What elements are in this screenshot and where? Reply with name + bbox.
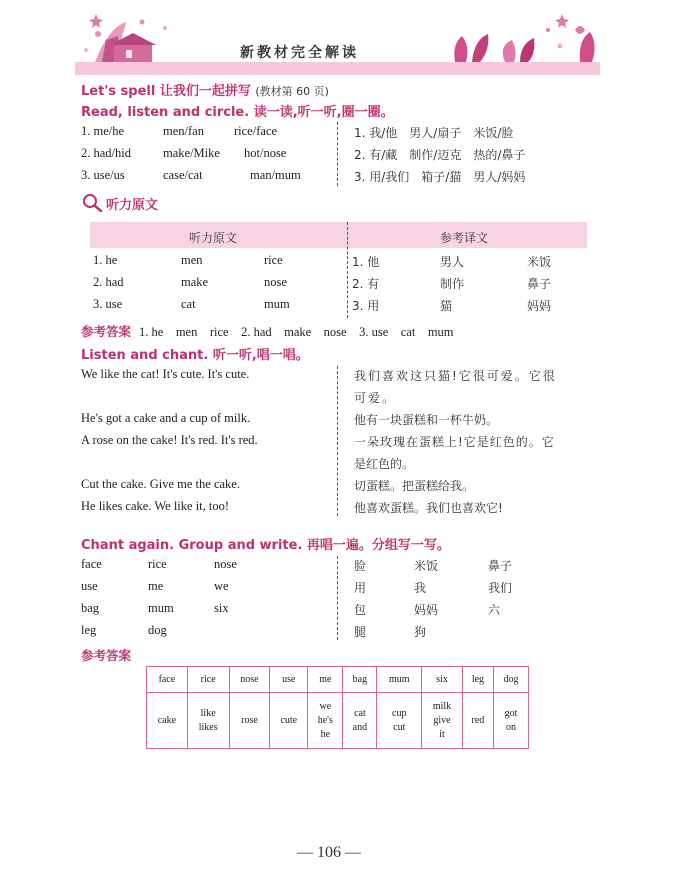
- answer-header-cell: use: [270, 667, 308, 693]
- group-word: nose: [214, 557, 237, 571]
- group-word: six: [214, 601, 229, 615]
- translation-cell: 1. 他: [352, 255, 380, 269]
- group-word: rice: [148, 557, 167, 571]
- translation-cell: 制作: [440, 277, 465, 291]
- spell-item: rice/face: [234, 124, 278, 138]
- spell-item: man/mum: [250, 168, 301, 182]
- answer-word: got: [504, 707, 518, 719]
- script-cell: make: [181, 275, 209, 289]
- answer-cell: [462, 693, 493, 749]
- chant-english: He's got a cake and a cup of milk.: [81, 411, 251, 425]
- spell-item: 2. had/hid: [81, 146, 131, 160]
- chant-chinese-cont: 可爱。: [354, 391, 397, 405]
- spell-item: 3. use/us: [81, 168, 125, 182]
- answer-word: like: [200, 707, 216, 719]
- answer-cell: [229, 693, 270, 749]
- answer-header-cell: face: [147, 667, 188, 693]
- answer-word: likes: [198, 721, 218, 733]
- group-divider: [337, 556, 338, 640]
- script-cell: 2. had: [93, 275, 124, 289]
- answer-cell: [343, 693, 377, 749]
- chant-english: We like the cat! It's cute. It's cute.: [81, 367, 250, 381]
- group-word: leg: [81, 623, 97, 637]
- answer-header-cell: mum: [377, 667, 422, 693]
- group-zh: 米饭: [414, 559, 439, 573]
- answer-word: rose: [241, 714, 258, 726]
- spell-item: 1. me/he: [81, 124, 125, 138]
- column-divider: [337, 122, 338, 186]
- answer-header-cell: nose: [229, 667, 270, 693]
- chant-chinese: 一朵玫瑰在蛋糕上!它是红色的。它: [354, 435, 555, 449]
- answer-cell: [270, 693, 308, 749]
- listening-table-divider: [347, 222, 348, 318]
- spell-item: hot/nose: [244, 146, 287, 160]
- group-word: face: [81, 557, 102, 571]
- read-listen-circle-title: Read, listen and circle. 读一读,听一听,圈一圈。: [81, 105, 394, 120]
- magnifier-icon: [82, 193, 104, 213]
- group-write-title: Chant again. Group and write. 再唱一遍。分组写一写。: [81, 538, 450, 553]
- answer-word: give: [433, 714, 451, 726]
- answer-word: cute: [280, 714, 298, 726]
- translation-cell: 妈妈: [527, 299, 552, 313]
- group-zh: 我们: [488, 581, 513, 595]
- answer-word: cut: [393, 721, 406, 733]
- listening-table-header: [90, 222, 587, 248]
- answer-cell: [493, 693, 528, 749]
- header-title: 新教材完全解读: [240, 45, 359, 61]
- answer-word: we: [319, 700, 332, 712]
- translation-cell: 男人: [440, 255, 465, 269]
- header-script: 听力原文: [189, 231, 238, 245]
- answer-word: it: [439, 728, 445, 740]
- group-word: mum: [148, 601, 174, 615]
- group-zh: 鼻子: [488, 559, 513, 573]
- section-title-text: Let's spell 让我们一起拼写: [81, 84, 251, 99]
- answer-word: cup: [392, 707, 407, 719]
- spell-translation: 3. 用/我们 箱子/猫 男人/妈妈: [354, 170, 526, 184]
- script-cell: men: [181, 253, 203, 267]
- spell-item: make/Mike: [163, 146, 220, 160]
- answer-cell: [377, 693, 422, 749]
- chant-english: Cut the cake. Give me the cake.: [81, 477, 240, 491]
- answer-table-header: [147, 667, 529, 693]
- answer-table: [146, 666, 529, 749]
- answer-line: [81, 322, 454, 340]
- translation-cell: 猫: [440, 299, 453, 313]
- header-translation: 参考译文: [440, 231, 489, 245]
- listening-script-heading: [82, 192, 202, 214]
- answer-header-cell: bag: [343, 667, 377, 693]
- answer-header-cell: dog: [493, 667, 528, 693]
- answer-cell: [147, 693, 188, 749]
- page-number: — 106 —: [297, 844, 361, 861]
- answer-cell: [187, 693, 229, 749]
- answer-label: 参考答案: [81, 648, 132, 663]
- answer-word: and: [352, 721, 368, 733]
- translation-cell: 3. 用: [352, 299, 380, 313]
- group-zh: 脸: [354, 559, 367, 573]
- group-word: me: [148, 579, 164, 593]
- answer-word: cake: [157, 714, 177, 726]
- listen-chant-title: Listen and chant. 听一听,唱一唱。: [81, 348, 309, 363]
- group-word: we: [214, 579, 229, 593]
- group-zh: 六: [488, 603, 501, 617]
- translation-cell: 2. 有: [352, 277, 380, 291]
- translation-cell: 鼻子: [527, 277, 552, 291]
- chant-chinese: 他喜欢蛋糕。我们也喜欢它!: [354, 501, 503, 515]
- header-band: [75, 62, 600, 75]
- group-zh: 包: [354, 603, 367, 617]
- group-zh: 狗: [414, 625, 427, 639]
- answer-word: cat: [354, 707, 366, 719]
- listening-script-title: 听力原文: [106, 198, 159, 213]
- script-cell: 1. he: [93, 253, 118, 267]
- answer-header-cell: rice: [187, 667, 229, 693]
- answer-label: 参考答案: [81, 324, 132, 339]
- answer-word: on: [505, 721, 516, 733]
- script-cell: 3. use: [93, 297, 123, 311]
- page-header: [0, 0, 675, 78]
- answer-word: he's: [317, 714, 333, 726]
- answer-word: milk: [432, 700, 452, 712]
- answer-cell: [422, 693, 463, 749]
- group-word: dog: [148, 623, 167, 637]
- script-cell: rice: [264, 253, 283, 267]
- answer-table-row: [147, 693, 529, 749]
- answer-header-cell: me: [308, 667, 343, 693]
- spell-translation: 2. 有/藏 制作/迈克 热的/鼻子: [354, 148, 526, 162]
- translation-cell: 米饭: [527, 255, 552, 269]
- answer-text: 1. he men rice 2. had make nose 3. use cat mum: [139, 325, 454, 339]
- textbook-page-note: (教材第 60 页): [255, 85, 329, 98]
- group-zh: 用: [354, 581, 367, 595]
- spell-item: case/cat: [163, 168, 203, 182]
- group-zh: 我: [414, 581, 427, 595]
- spell-translation: 1. 我/他 男人/扇子 米饭/脸: [354, 126, 514, 140]
- group-word: bag: [81, 601, 100, 615]
- script-cell: cat: [181, 297, 196, 311]
- chant-chinese-cont: 是红色的。: [354, 457, 415, 471]
- group-word: use: [81, 579, 98, 593]
- chant-divider: [337, 366, 338, 516]
- chant-english: A rose on the cake! It's red. It's red.: [81, 433, 258, 447]
- answer-header-cell: leg: [462, 667, 493, 693]
- group-zh: 妈妈: [414, 603, 439, 617]
- script-cell: nose: [264, 275, 287, 289]
- chant-chinese: 我们喜欢这只猫!它很可爱。它很: [354, 369, 557, 383]
- answer-word: red: [471, 714, 485, 726]
- chant-chinese: 他有一块蛋糕和一杯牛奶。: [354, 413, 499, 427]
- chant-english: He likes cake. We like it, too!: [81, 499, 230, 513]
- answer-cell: [308, 693, 343, 749]
- group-zh: 腿: [354, 625, 367, 639]
- spell-item: men/fan: [163, 124, 204, 138]
- section-lets-spell-title: [81, 80, 329, 99]
- answer-header-cell: six: [422, 667, 463, 693]
- answer-heading: [81, 646, 139, 664]
- script-cell: mum: [264, 297, 290, 311]
- chant-chinese: 切蛋糕。把蛋糕给我。: [354, 479, 475, 493]
- answer-word: he: [320, 728, 331, 740]
